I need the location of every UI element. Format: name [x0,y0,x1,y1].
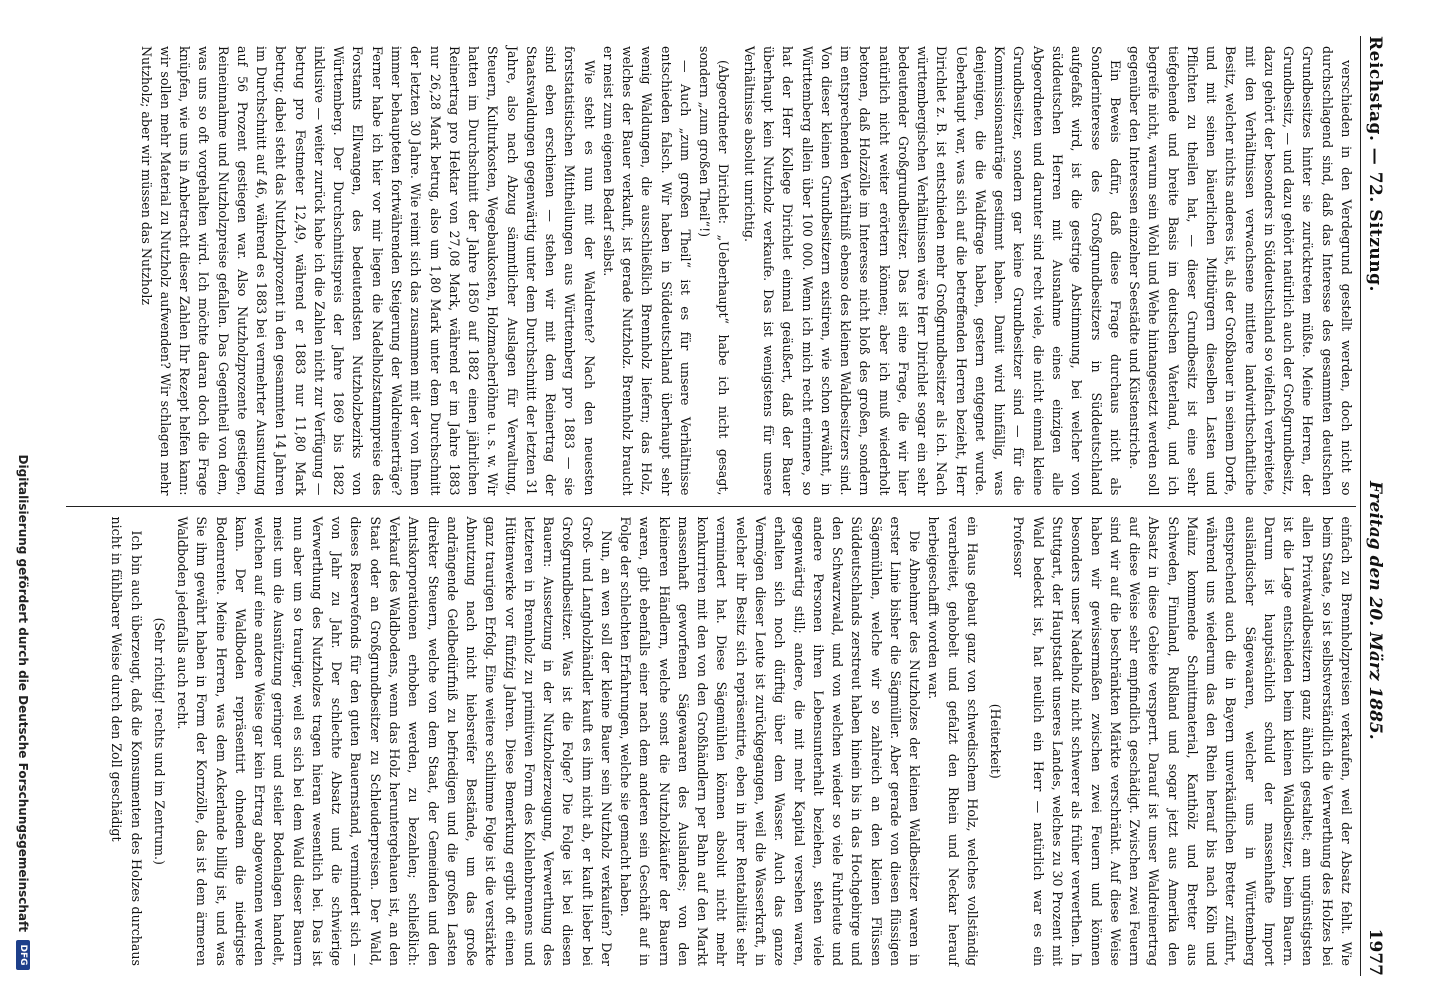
running-head [1360,36,1416,976]
page-number: 1977 [1365,928,1385,976]
dfg-logo: DFG [16,940,30,970]
paragraph: Die Abnehmer des Nutzholzes der kleinen Waldbesitzer waren in erster Linie bisher die Sägmüller. Aber gerade von diesen flüssigen Sägemühlen, welche wir so zahlreich an den kleinen Flüssen Süddeutschlands zerstreut haben hinein bis in das Hochgebirge und den Schwarzwald, und von welchen wieder so viele Fuhrleute und andere Personen ihren Lebensunterhalt beziehen, stehen viele gegenwärtig still; andere, die mit mehr Kapital versehen waren, erhalten sich noch dürftig über dem Wasser. Auch das ganze Vermögen dieser Leute ist zurückgegangen, weil die Wasserkraft, in welcher ihr Besitz sich repräsentirte, eben in ihrer Rentabilität sehr vermindert hat. Diese Sägemühlen können absolut nicht mehr konkurriren mit den von den Großhändlern per Bahn auf den Markt massenhaft geworfenen Sägewaaren des Auslandes; von den kleineren Händlern, welche sonst die Nutzholzkäufer der Bauern waren, gibt ebenfalls einer nach dem anderen sein Geschäft auf in Folge der schlechten Erfahrungen, welche sie gemacht haben. [618,516,923,966]
digitization-notice [6,70,40,970]
paragraph: Wie steht es nun mit der Waldrente? Nach den neuesten forststatistischen Mittheilungen aus Württemberg pro 1883 — sie sind eben erschienen — stehen wir mit dem Reinertrag der Staatswaldungen gegenwärtig unter dem Durchschnitt der letzten 31 Jahre, also nach Abzug sämmtlicher Auslagen für Verwaltung, Steuern, Kulturkosten, Wegebaukosten, Holzmacherlöhne u. s. w. Wir hatten im Durchschnitt der Jahre 1850 auf 1882 einen jährlichen Reinertrag pro Hektar von 27,08 Mark, während er im Jahre 1883 nur 26,28 Mark betrug, also um 1,80 Mark unter dem Durchschnitt der letzten 30 Jahre. Wie reimt sich das zusammen mit der von Ihnen immer behaupteten fortwährenden Steigerung der Waldreinerträge? Ferner habe ich hier vor mir liegen die Nadelholzstammpreise des Forstamts Ellwangen, des bedeutendsten Nutzholzbezirks von Württemberg. Der Durchschnittspreis der Jahre 1869 bis 1882 inklusive — weiter zurück habe ich die Zahlen nicht zur Verfügung — betrug pro Festmeter 12,49, während er 1883 nur 11,80 Mark betrug; dabei steht das Nutzholzprozent in den gesammten 14 Jahren im Durchschnitt auf 46, während es 1883 bei vermehrter Ausnutzung auf 56 Prozent gestiegen war. Also Nutzholzprozente gestiegen, Reineinnahme und Nutzholzpreise gefallen. Das Gegentheil von dem, was uns so oft vorgehalten wird. Ich möchte daran doch die Frage knüpfen, wie uns in Anbetracht dieser Zahlen Ihr Rezept helfen kann: wir sollen mehr Material zu Nutzholz aufwenden? Wir schlagen mehr Nutzholz; aber wir müssen das Nutzholz [138,46,597,496]
text-columns [66,36,1356,976]
paragraph: — Auch „zum großen Theil“ ist es für unsere Verhältnisse entschieden falsch. Wir haben in Süddeutschland überhaupt sehr wenig Waldungen, die ausschließlich Brennholz liefern; das Holz, welches der Bauer verkauft, ist gerade Nutzholz. Brennholz braucht er meist zum eigenen Bedarf selbst. [600,46,693,496]
paragraph: einfach zu Brennholzpreisen verkaufen, weil der Absatz fehlt. Wie beim Staate, so ist selbstverständlich die Verwerthung des Holzes bei allen Privatwaldbesitzern ganz ähnlich gestaltet; am ungünstigsten ist die Lage entschieden beim kleinen Waldbesitzer, beim Bauern. Darum ist hauptsächlich schuld der massenhafte Import ausländischer Sägewaaren, welcher uns in Württemberg entsprechend auch die in Bayern unverkäuflichen Bretter zuführt, während uns wiederum das den Rhein herauf bis nach Köln und Mainz kommende Schnittmaterial, Kanthölz und Bretter aus Schweden, Finnland, Rußland und sogar jetzt aus Amerika den Absatz in diese Gebiete versperrt. Darauf ist unser Waldreinertrag auf diese Weise sehr empfindlich geschädigt. Zwischen zwei Feuern sind wir auf die beschränkten Märkte verschränkt. Auf diese Weise haben wir gewissermaßen zwischen zwei Feuern und können besonders unser Nadelholz nicht schwerer als früher verwerthen. In Stuttgart, der Hauptstadt unseres Landes, welches zu 30 Prozent mit Wald bedeckt ist, hat neulich ein Herr — natürlich war es ein Professor [1011,516,1354,966]
digitization-text: Digitalisierung gefördert durch die Deutsche Forschungsgemeinschaft [16,454,30,932]
paragraph: ein Haus gebaut ganz von schwedischem Holz, welches vollständig verarbeitet, gehobelt und gefalzt den Rhein und Neckar herauf herbeigeschafft worden war. [926,516,980,966]
paragraph: Ich bin auch überzeugt, daß die Konsumenten des Holzes durchaus nicht in fühlbarer Weise durch den Zoll geschädigt [109,516,144,966]
paragraph: Nun, an wen soll der kleine Bauer sein Nutzholz verkaufen? Der Groß- und Langholzhändler kauft es ihm nicht ab, er kauft lieber bei Großgrundbesitzer. Was ist die Folge? Die Folge ist bei diesen Bauern: Aussetzung in der Nutzholzerzeugung, Verwerthung des letzteren in Brennholz zu primitiven Form des Kohlenbrennens und Hüttenwerke vor fünfzig Jahren. Diese Bemerkung ergibt oft einen ganz traurigen Erfolg. Eine weitere schlimme Folge ist die verstärkte Abnutzung nach nicht hiebsreifer Bestände, um das große andrängende Geldbedürfniß zu befriedigen und die großen Lasten direkter Steuern, welche von dem Staat, der Gemeinden und den Amtskorporationen erhoben werden, zu bezahlen; schließlich: Verkauf des Waldbodens, wenn das Holz heruntergehauen ist, an den Staat oder an Großgrundbesitzer zu Schleuderpreisen. Der Wald, dieses Reservefonds für den guten Bauernstand, vermindert sich — von Jahr zu Jahr. Der schlechte Absatz und die schwierige Verwerthung des Nutzholzes tragen hieran wesentlich bei. Das ist nun aber um so trauriger, weil es sich bei dem Wald dieser Bauern meist um die Ausnützung geringer und steiler Bodenlagen handelt, welchen auf eine andere Weise gar kein Ertrag abgewonnen werden kann. Der Waldboden repräsentirt ohnedem die niedrigste Bodenrente. Meine Herren, was dem Ackerlande billig ist, und was Sie ihm gewährt haben in Form der Kornzölle, das ist dem ärmeren Waldboden jedenfalls auch recht. [175,516,614,966]
paragraph: verschieden in den Verdegrund gestellt werden, doch nicht so durchschlagend sind, daß das Interesse des gesammten deutschen Grundbesitzes hinter sie zurücktreten müßte. Meine Herren, der Grundbesitz, — und dazu gehört natürlich auch der Großgrundbesitz, dazu gehört der besonders in Süddeutschland so vielfach verbreitete, mit den Verhältnissen verwachsene mittlere landwirthschaftliche Besitz, welcher nichts anderes ist, als der Großbauer in seinem Dorfe, und mit seinen bäuerlichen Mitbürgern dieselben Lasten und Pflichten zu theilen hat, — dieser Grundbesitz ist eine sehr tiefgehende und breite Basis im deutschen Vaterland, und ich begreife nicht, warum sein Wohl und Wehe hintangesetzt werden soll gegenüber den Interessen einzelner Seestädte und Küstenstriche. [1127,46,1354,496]
column-right [66,506,1356,977]
header-date: Freitag den 20. März 1885. [1365,480,1385,740]
header-left: Reichstag. — 72. Sitzung. [1365,36,1385,292]
stage-direction: (Sehr richtig! rechts und im Zentrum.) [151,617,167,865]
column-left [66,36,1356,506]
speaker-interjection: (Abgeordneter Dirichlet: „Ueberhaupt“ habe ich nicht gesagt, sondern „zum großen Theil“!) [697,46,732,496]
paragraph: Ein Beweis dafür, daß diese Frage durchaus nicht als Sonderinteresse des Großgrundbesitzers in Süddeutschland aufgefaßt wird, ist die gestrige Abstimmung, bei welcher von süddeutschen Herren mit Ausnahme eines einzigen alle Abgeordneten und darunter sind recht viele, die nicht einmal kleine Grundbesitzer, sondern gar keine Grundbesitzer sind — für die Kommissionsanträge gestimmt haben. Damit wird hinfällig, was denjenigen, die die Waldfrage haben, gestern entgegnet wurde. Ueberhaupt war, was sich auf die betreffenden Herren bezieht, Herr Dirichlet z. B. ist entschieden mehr Großgrundbesitzer als ich. Nach württembergischen Verhältnissen wäre Herr Dirichlet sogar ein sehr bedeutender Großgrundbesitzer. Das ist eine Frage, die wir hier natürlich nicht weiter erörtern können; aber ich muß wiederholt betonen, daß Holzzölle im Interesse nicht bloß des großen, sondern im entsprechenden Verhältniß ebenso des kleinen Waldbesitzers sind. Von dieser kleinen Grundbesitzern existiren, wie schon erwähnt, in Württemberg allein über 100 000. Wenn ich mich recht erinnere, so hat der Herr Kollege Dirichlet einmal geäußert, daß der Bauer überhaupt kein Nutzholz verkaufe. Das ist wenigstens für unsere Verhältnisse absolut unrichtig. [741,46,1123,496]
stage-direction: (Heiterkeit) [988,703,1004,779]
